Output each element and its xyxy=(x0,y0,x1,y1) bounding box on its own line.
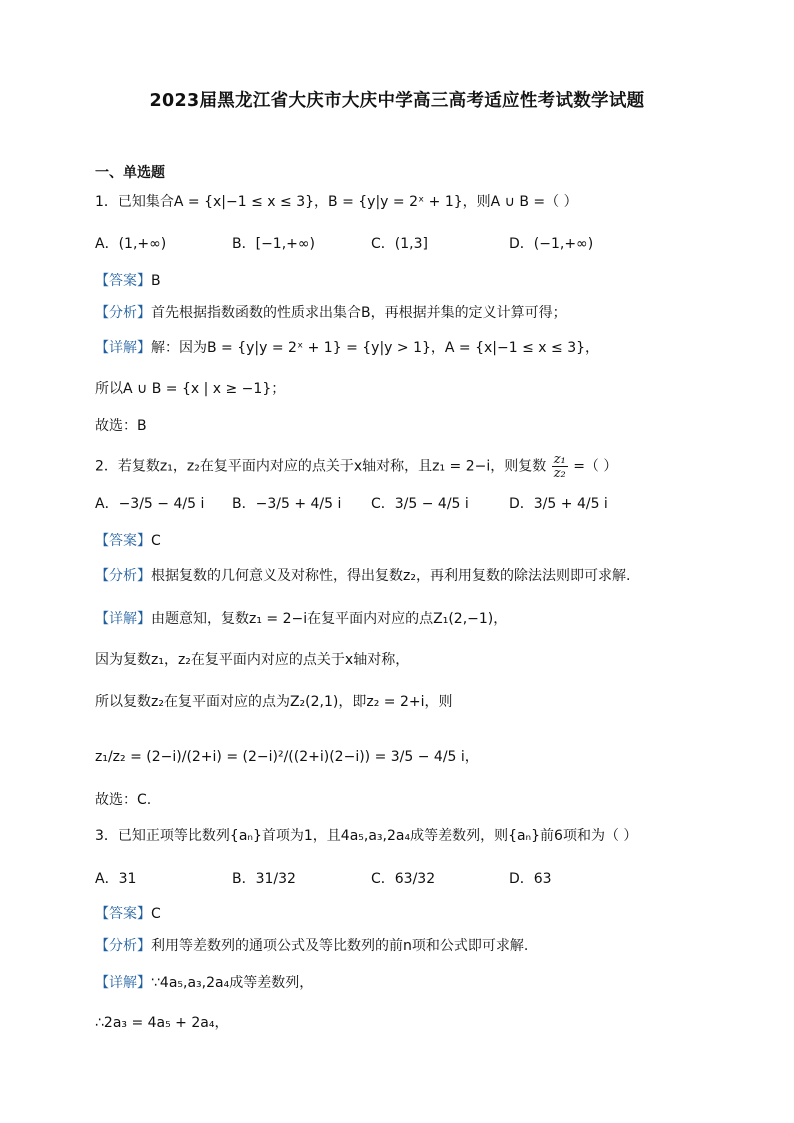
q2-analysis xyxy=(95,567,630,585)
q3-detail xyxy=(95,974,313,992)
q2-equation: z₁/z₂ = (2−i)/(2+i) = (2−i)²/((2+i)(2−i)) = 3/5 − 4/5 i， xyxy=(95,749,479,765)
detail-text: ∵4a₅,a₃,2a₄成等差数列， xyxy=(151,975,314,991)
q2-stem-text: 2．若复数z₁，z₂在复平面内对应的点关于x轴对称，且z₁ = 2−i，则复数 xyxy=(95,458,547,475)
fraction-denominator: z₂ xyxy=(553,466,566,481)
q2-detail-line-2: 因为复数z₁，z₂在复平面内对应的点关于x轴对称， xyxy=(95,652,410,668)
detail-text: 由题意知，复数z₁ = 2−i在复平面内对应的点Z₁(2,−1)， xyxy=(151,611,508,627)
answer-value: B xyxy=(151,273,161,289)
q1-option-d: D．(−1,+∞) xyxy=(509,236,594,252)
detail-label: 【详解】 xyxy=(95,611,151,627)
q1-conclusion: 故选：B xyxy=(95,418,147,434)
q1-option-a: A．(1,+∞) xyxy=(95,236,167,252)
q1-option-c: C．(1,3] xyxy=(371,236,428,252)
answer-value: C xyxy=(151,906,161,922)
analysis-label: 【分析】 xyxy=(95,568,151,584)
q1-analysis xyxy=(95,304,567,322)
q1-detail-line-2: 所以A ∪ B = {x | x ≥ −1}； xyxy=(95,381,286,397)
q2-option-b: B．−3/5 + 4/5 i xyxy=(232,496,342,512)
q2-answer xyxy=(95,532,161,550)
answer-label: 【答案】 xyxy=(95,906,151,922)
q3-option-a: A．31 xyxy=(95,871,137,887)
q2-option-a: A．−3/5 − 4/5 i xyxy=(95,496,205,512)
q3-answer xyxy=(95,905,161,923)
q1-stem: 1．已知集合A = {x|−1 ≤ x ≤ 3}，B = {y|y = 2ˣ + 1}，则A ∪ B =（ ） xyxy=(95,194,578,210)
analysis-text: 利用等差数列的通项公式及等比数列的前n项和公式即可求解. xyxy=(151,938,529,954)
q2-conclusion: 故选：C. xyxy=(95,792,152,808)
answer-label: 【答案】 xyxy=(95,273,151,289)
fraction-numerator: z₁ xyxy=(553,452,566,467)
answer-value: C xyxy=(151,533,161,549)
detail-label: 【详解】 xyxy=(95,975,151,991)
q2-option-c: C．3/5 − 4/5 i xyxy=(371,496,469,512)
q1-option-b: B．[−1,+∞) xyxy=(232,236,316,252)
q1-detail xyxy=(95,339,599,357)
q2-detail xyxy=(95,610,507,628)
q3-detail-line-2: ∴2a₃ = 4a₅ + 2a₄， xyxy=(95,1015,229,1031)
analysis-text: 首先根据指数函数的性质求出集合B，再根据并集的定义计算可得； xyxy=(151,305,567,321)
q3-option-c: C．63/32 xyxy=(371,871,436,887)
analysis-text: 根据复数的几何意义及对称性，得出复数z₂，再利用复数的除法法则即可求解. xyxy=(151,568,631,584)
q3-option-b: B．31/32 xyxy=(232,871,296,887)
detail-label: 【详解】 xyxy=(95,340,151,356)
q3-analysis xyxy=(95,937,528,955)
q2-stem-fraction xyxy=(552,453,568,480)
answer-label: 【答案】 xyxy=(95,533,151,549)
section-heading: 一、单选题 xyxy=(95,165,165,181)
q3-option-d: D．63 xyxy=(509,871,552,887)
q1-answer xyxy=(95,272,161,290)
q2-option-d: D．3/5 + 4/5 i xyxy=(509,496,608,512)
page-title: 2023届黑龙江省大庆市大庆中学高三高考适应性考试数学试题 xyxy=(149,91,645,111)
detail-text: 解：因为B = {y|y = 2ˣ + 1} = {y|y > 1}，A = {x|−1 ≤ x ≤ 3}， xyxy=(151,340,600,356)
q2-stem-tail: =（ ） xyxy=(573,458,618,475)
analysis-label: 【分析】 xyxy=(95,305,151,321)
q2-stem xyxy=(95,453,617,480)
analysis-label: 【分析】 xyxy=(95,938,151,954)
q3-stem: 3．已知正项等比数列{aₙ}首项为1，且4a₅,a₃,2a₄成等差数列，则{aₙ}前6项和为（ ） xyxy=(95,828,638,844)
q2-detail-line-3: 所以复数z₂在复平面对应的点为Z₂(2,1)，即z₂ = 2+i，则 xyxy=(95,694,453,710)
